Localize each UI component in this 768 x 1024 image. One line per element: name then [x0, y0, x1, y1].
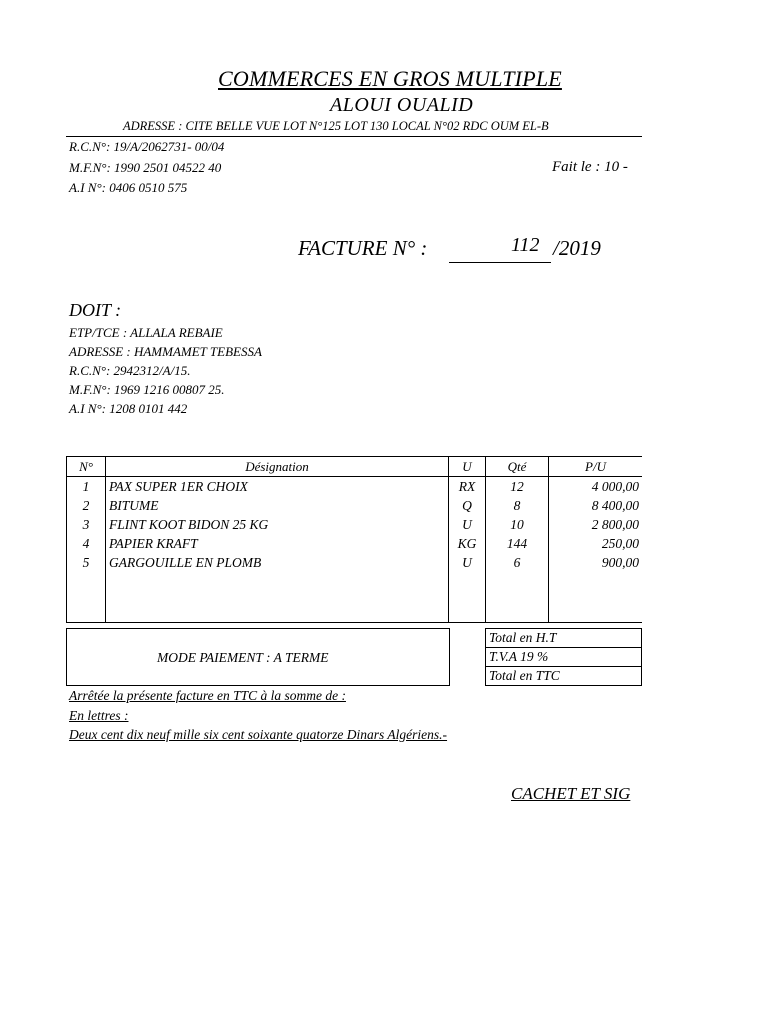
col-header-quantity: Qté — [486, 457, 549, 477]
col-header-unit: U — [449, 457, 486, 477]
row-number: 3 — [67, 515, 106, 534]
row-unit-price: 250,00 — [549, 534, 643, 553]
row-number: 5 — [67, 553, 106, 572]
row-unit-price: 2 800,00 — [549, 515, 643, 534]
col-header-unit-price: P/U — [549, 457, 643, 477]
row-quantity: 144 — [486, 534, 549, 553]
company-name: COMMERCES EN GROS MULTIPLE — [218, 66, 562, 91]
table-row — [67, 515, 643, 534]
total-ttc-label: Total en TTC — [486, 667, 642, 686]
row-designation: BITUME — [106, 496, 449, 515]
row-unit: RX — [449, 477, 486, 497]
row-quantity: 10 — [486, 515, 549, 534]
company-mf: M.F.N°: 1990 2501 04522 40 — [69, 160, 222, 175]
items-header-row — [67, 457, 643, 477]
invoice-year: /2019 — [553, 236, 601, 260]
row-unit-price: 8 400,00 — [549, 496, 643, 515]
row-unit: KG — [449, 534, 486, 553]
arretee-text: Arrêtée la présente facture en TTC à la somme de : — [69, 688, 346, 703]
invoice-label: FACTURE N° : — [298, 236, 428, 260]
en-lettres-label: En lettres : — [69, 708, 129, 723]
client-ai: A.I N°: 1208 0101 442 — [69, 401, 188, 416]
tva-label: T.V.A 19 % — [486, 648, 642, 667]
header-divider — [66, 136, 642, 137]
totals-row — [486, 629, 642, 648]
company-address: ADRESSE : CITE BELLE VUE LOT N°125 LOT 130 LOCAL N°02 RDC OUM EL-B — [123, 119, 549, 133]
row-number: 1 — [67, 477, 106, 497]
client-mf: M.F.N°: 1969 1216 00807 25. — [69, 382, 225, 397]
table-row — [67, 477, 643, 497]
items-table — [66, 456, 642, 623]
client-name: ETP/TCE : ALLALA REBAIE — [69, 325, 223, 340]
row-number: 2 — [67, 496, 106, 515]
doit-heading: DOIT : — [69, 300, 122, 320]
owner-name: ALOUI OUALID — [330, 94, 474, 116]
payment-mode: MODE PAIEMENT : A TERME — [157, 650, 329, 665]
totals-table — [485, 628, 642, 686]
row-unit: U — [449, 553, 486, 572]
col-header-designation: Désignation — [106, 457, 449, 477]
row-unit-price: 900,00 — [549, 553, 643, 572]
invoice-date: Fait le : 10 - — [552, 159, 628, 175]
totals-row — [486, 648, 642, 667]
row-designation: GARGOUILLE EN PLOMB — [106, 553, 449, 572]
total-ht-label: Total en H.T — [486, 629, 642, 648]
row-unit: Q — [449, 496, 486, 515]
row-unit: U — [449, 515, 486, 534]
client-address: ADRESSE : HAMMAMET TEBESSA — [69, 344, 262, 359]
client-rc: R.C.N°: 2942312/A/15. — [69, 363, 191, 378]
table-row — [67, 496, 643, 515]
row-quantity: 12 — [486, 477, 549, 497]
company-rc: R.C.N°: 19/A/2062731- 00/04 — [69, 139, 225, 154]
col-header-number: N° — [67, 457, 106, 477]
company-ai: A.I N°: 0406 0510 575 — [69, 180, 188, 195]
table-row — [67, 553, 643, 572]
invoice-number-underline — [449, 262, 551, 263]
row-designation: PAPIER KRAFT — [106, 534, 449, 553]
totals-row — [486, 667, 642, 686]
row-designation: PAX SUPER 1ER CHOIX — [106, 477, 449, 497]
row-quantity: 8 — [486, 496, 549, 515]
table-row-empty — [67, 572, 643, 623]
amount-in-words: Deux cent dix neuf mille six cent soixante quatorze Dinars Algériens.- — [69, 727, 448, 742]
table-row — [67, 534, 643, 553]
cachet-signature-label: CACHET ET SIG — [511, 784, 631, 803]
row-designation: FLINT KOOT BIDON 25 KG — [106, 515, 449, 534]
row-unit-price: 4 000,00 — [549, 477, 643, 497]
row-quantity: 6 — [486, 553, 549, 572]
row-number: 4 — [67, 534, 106, 553]
invoice-number: 112 — [511, 234, 540, 256]
